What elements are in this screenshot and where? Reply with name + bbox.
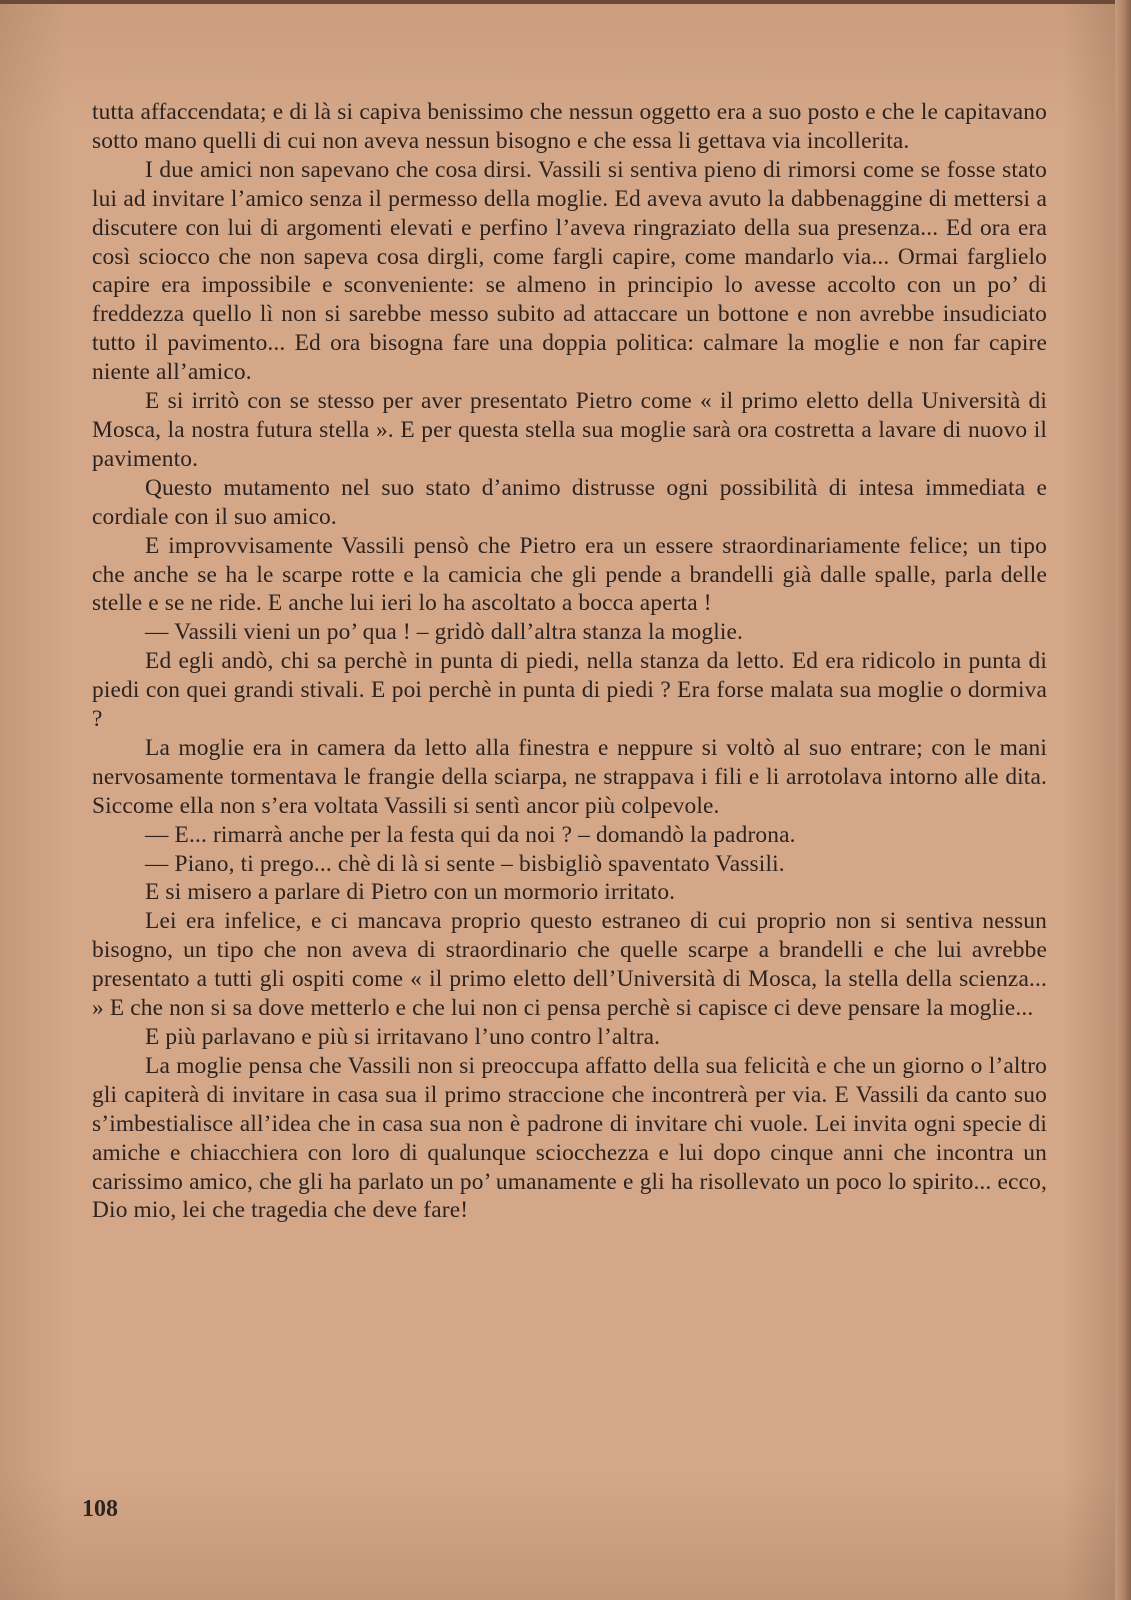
paragraph-2: I due amici non sapevano che cosa dirsi. Vassili si sentiva pieno di rimorsi come se fosse stato lui ad invitare l’amico senza il permesso della moglie. Ed aveva avuto la dabbenaggine di mettersi a discutere con lui di argomenti elevati e perfino l’aveva ringraziato della sua presenza... Ed ora era così sciocco che non sapeva cosa dirgli, come fargli capire, come mandarlo via... Ormai farglielo capire era impossibile e sconveniente: se almeno in principio lo avesse accolto con un po’ di freddezza quello lì non si sarebbe messo subito ad attaccare un bottone e non avrebbe insudiciato tutto il pavimento... Ed ora bisogna fare una doppia politica: calmare la moglie e non far capire niente all’amico. [92,156,1047,386]
paragraph-10: — Piano, ti prego... chè di là si sente – bisbigliò spaventato Vassili. [145,850,785,877]
paragraph-8: La moglie era in camera da letto alla finestra e neppure si voltò al suo entrare; con le mani nervosamente tormentava le frangie della sciarpa, ne strappava i fili e li arrotolava intorno alle dita. Siccome ella non s’era voltata Vassili si sentì ancor più colpevole. [92,734,1047,819]
paragraph-4: Questo mutamento nel suo stato d’animo distrusse ogni possibilità di intesa immediata e cordiale con il suo amico. [92,474,1047,530]
paragraph-13: E più parlavano e più si irritavano l’uno contro l’altra. [145,1024,661,1050]
paragraph-7: Ed egli andò, chi sa perchè in punta di piedi, nella stanza da letto. Ed era ridicolo in punta di piedi con quei grandi stivali. E poi perchè in punta di piedi ? Era forse malata sua moglie o dormiva ? [92,648,1047,733]
paragraph-14: La moglie pensa che Vassili non si preoccupa affatto della sua felicità e che un giorno o l’altro gli capiterà di invitare in casa sua il primo straccione che incontrerà per via. E Vassili da canto suo s’imbestialisce all’idea che in casa sua non è padrone di invitare chi vuole. Lei invita ogni specie di amiche e chiacchiera con loro di qualunque sciocchezza e lui dopo cinque anni che incontra un carissimo amico, che gli ha parlato un po’ umanamente e gli ha risollevato un poco lo spirito... ecco, Dio mio, lei che tragedia che deve fare! [92,1052,1047,1224]
page-top-edge [0,0,1131,4]
page-body-text [92,98,1047,1225]
page-number: 108 [82,1496,118,1522]
paragraph-1: tutta affaccendata; e di là si capiva benissimo che nessun oggetto era a suo posto e che le capitavano sotto mano quelli di cui non aveva nessun bisogno e che essa li gettava via incollerita. [92,99,1047,154]
page-binding-edge [1115,0,1131,1600]
paragraph-6: — Vassili vieni un po’ qua ! – gridò dall’altra stanza la moglie. [145,619,744,646]
paragraph-9: — E... rimarrà anche per la festa qui da noi ? – domandò la padrona. [145,821,796,848]
paragraph-3: E si irritò con se stesso per aver presentato Pietro come « il primo eletto della Università di Mosca, la nostra futura stella ». E per questa stella sua moglie sarà ora costretta a lavare di nuovo il pavimento. [92,388,1047,472]
paragraph-5: E improvvisamente Vassili pensò che Pietro era un essere straordinariamente felice; un tipo che anche se ha le scarpe rotte e la camicia che gli pende a brandelli già dalle spalle, parla delle stelle e se ne ride. E anche lui ieri lo ha ascoltato a bocca aperta ! [92,532,1047,617]
paragraph-11: E si misero a parlare di Pietro con un mormorio irritato. [145,879,676,906]
paragraph-12: Lei era infelice, e ci mancava proprio questo estraneo di cui proprio non si sentiva nessun bisogno, un tipo che non aveva di straordinario che quelle scarpe a brandelli e che lui avrebbe presentato a tutti gli ospiti come « il primo eletto dell’Università di Mosca, la stella della scienza... » E che non si sa dove metterlo e che lui non ci pensa perchè si capisce ci deve pensare la moglie... [92,908,1047,1022]
